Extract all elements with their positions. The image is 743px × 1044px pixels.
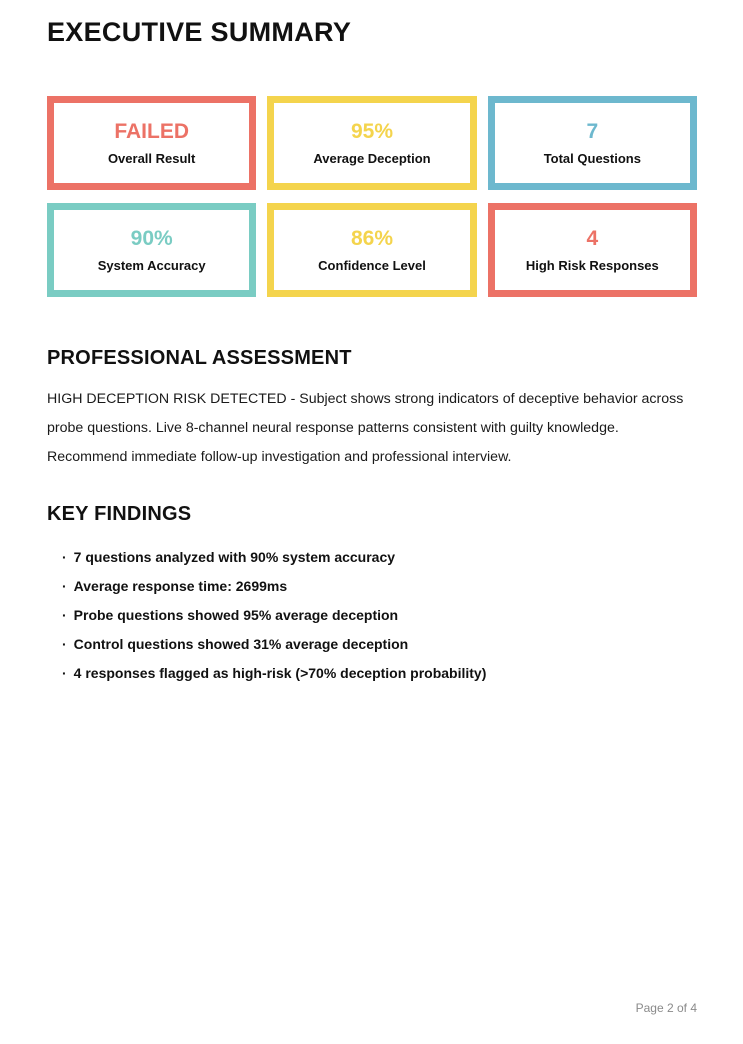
bullet-icon: · — [62, 607, 67, 623]
stat-card-system-accuracy — [47, 203, 256, 297]
stat-cards-grid — [47, 96, 697, 297]
stat-value: 95% — [350, 120, 393, 143]
stat-label: System Accuracy — [97, 258, 206, 273]
key-finding-item — [62, 543, 697, 572]
stat-label: Confidence Level — [318, 258, 426, 273]
stat-label: Average Deception — [313, 151, 431, 166]
stat-value: 4 — [586, 227, 599, 250]
stat-card-overall-result — [47, 96, 256, 190]
stat-card-confidence-level — [267, 203, 476, 297]
stat-card-total-questions — [488, 96, 697, 190]
key-finding-item — [62, 659, 697, 688]
page-title: EXECUTIVE SUMMARY — [47, 17, 352, 47]
key-finding-text: 7 questions analyzed with 90% system accuracy — [73, 549, 396, 565]
key-finding-item — [62, 601, 697, 630]
stat-label: Overall Result — [107, 151, 196, 166]
stat-value: 7 — [586, 120, 599, 143]
stat-label: Total Questions — [543, 151, 641, 166]
key-finding-text: Control questions showed 31% average deception — [73, 636, 409, 652]
key-finding-item — [62, 630, 697, 659]
stat-value: 86% — [350, 227, 393, 250]
stat-card-high-risk-responses — [488, 203, 697, 297]
stat-value: FAILED — [114, 120, 189, 143]
professional-assessment-heading: PROFESSIONAL ASSESSMENT — [47, 347, 352, 369]
page-number: Page 2 of 4 — [635, 1001, 697, 1015]
key-finding-text: Average response time: 2699ms — [73, 578, 288, 594]
stat-card-average-deception — [267, 96, 476, 190]
bullet-icon: · — [62, 578, 67, 594]
bullet-icon: · — [62, 636, 67, 652]
key-finding-text: 4 responses flagged as high-risk (>70% deception probability) — [73, 665, 487, 681]
professional-assessment-body: HIGH DECEPTION RISK DETECTED - Subject shows strong indicators of deceptive behavior across probe questions. Live 8-channel neural response patterns consistent with guilty knowledge. Recommend immediate follow-up investigation and professional interview. — [47, 391, 684, 465]
stat-label: High Risk Responses — [525, 258, 659, 273]
professional-assessment-section — [47, 347, 697, 472]
key-finding-item — [62, 572, 697, 601]
key-findings-list — [47, 543, 697, 688]
key-findings-section — [47, 503, 697, 688]
key-finding-text: Probe questions showed 95% average deception — [73, 607, 399, 623]
bullet-icon: · — [62, 665, 67, 681]
stat-value: 90% — [130, 227, 173, 250]
key-findings-heading: KEY FINDINGS — [47, 503, 192, 525]
bullet-icon: · — [62, 549, 67, 565]
